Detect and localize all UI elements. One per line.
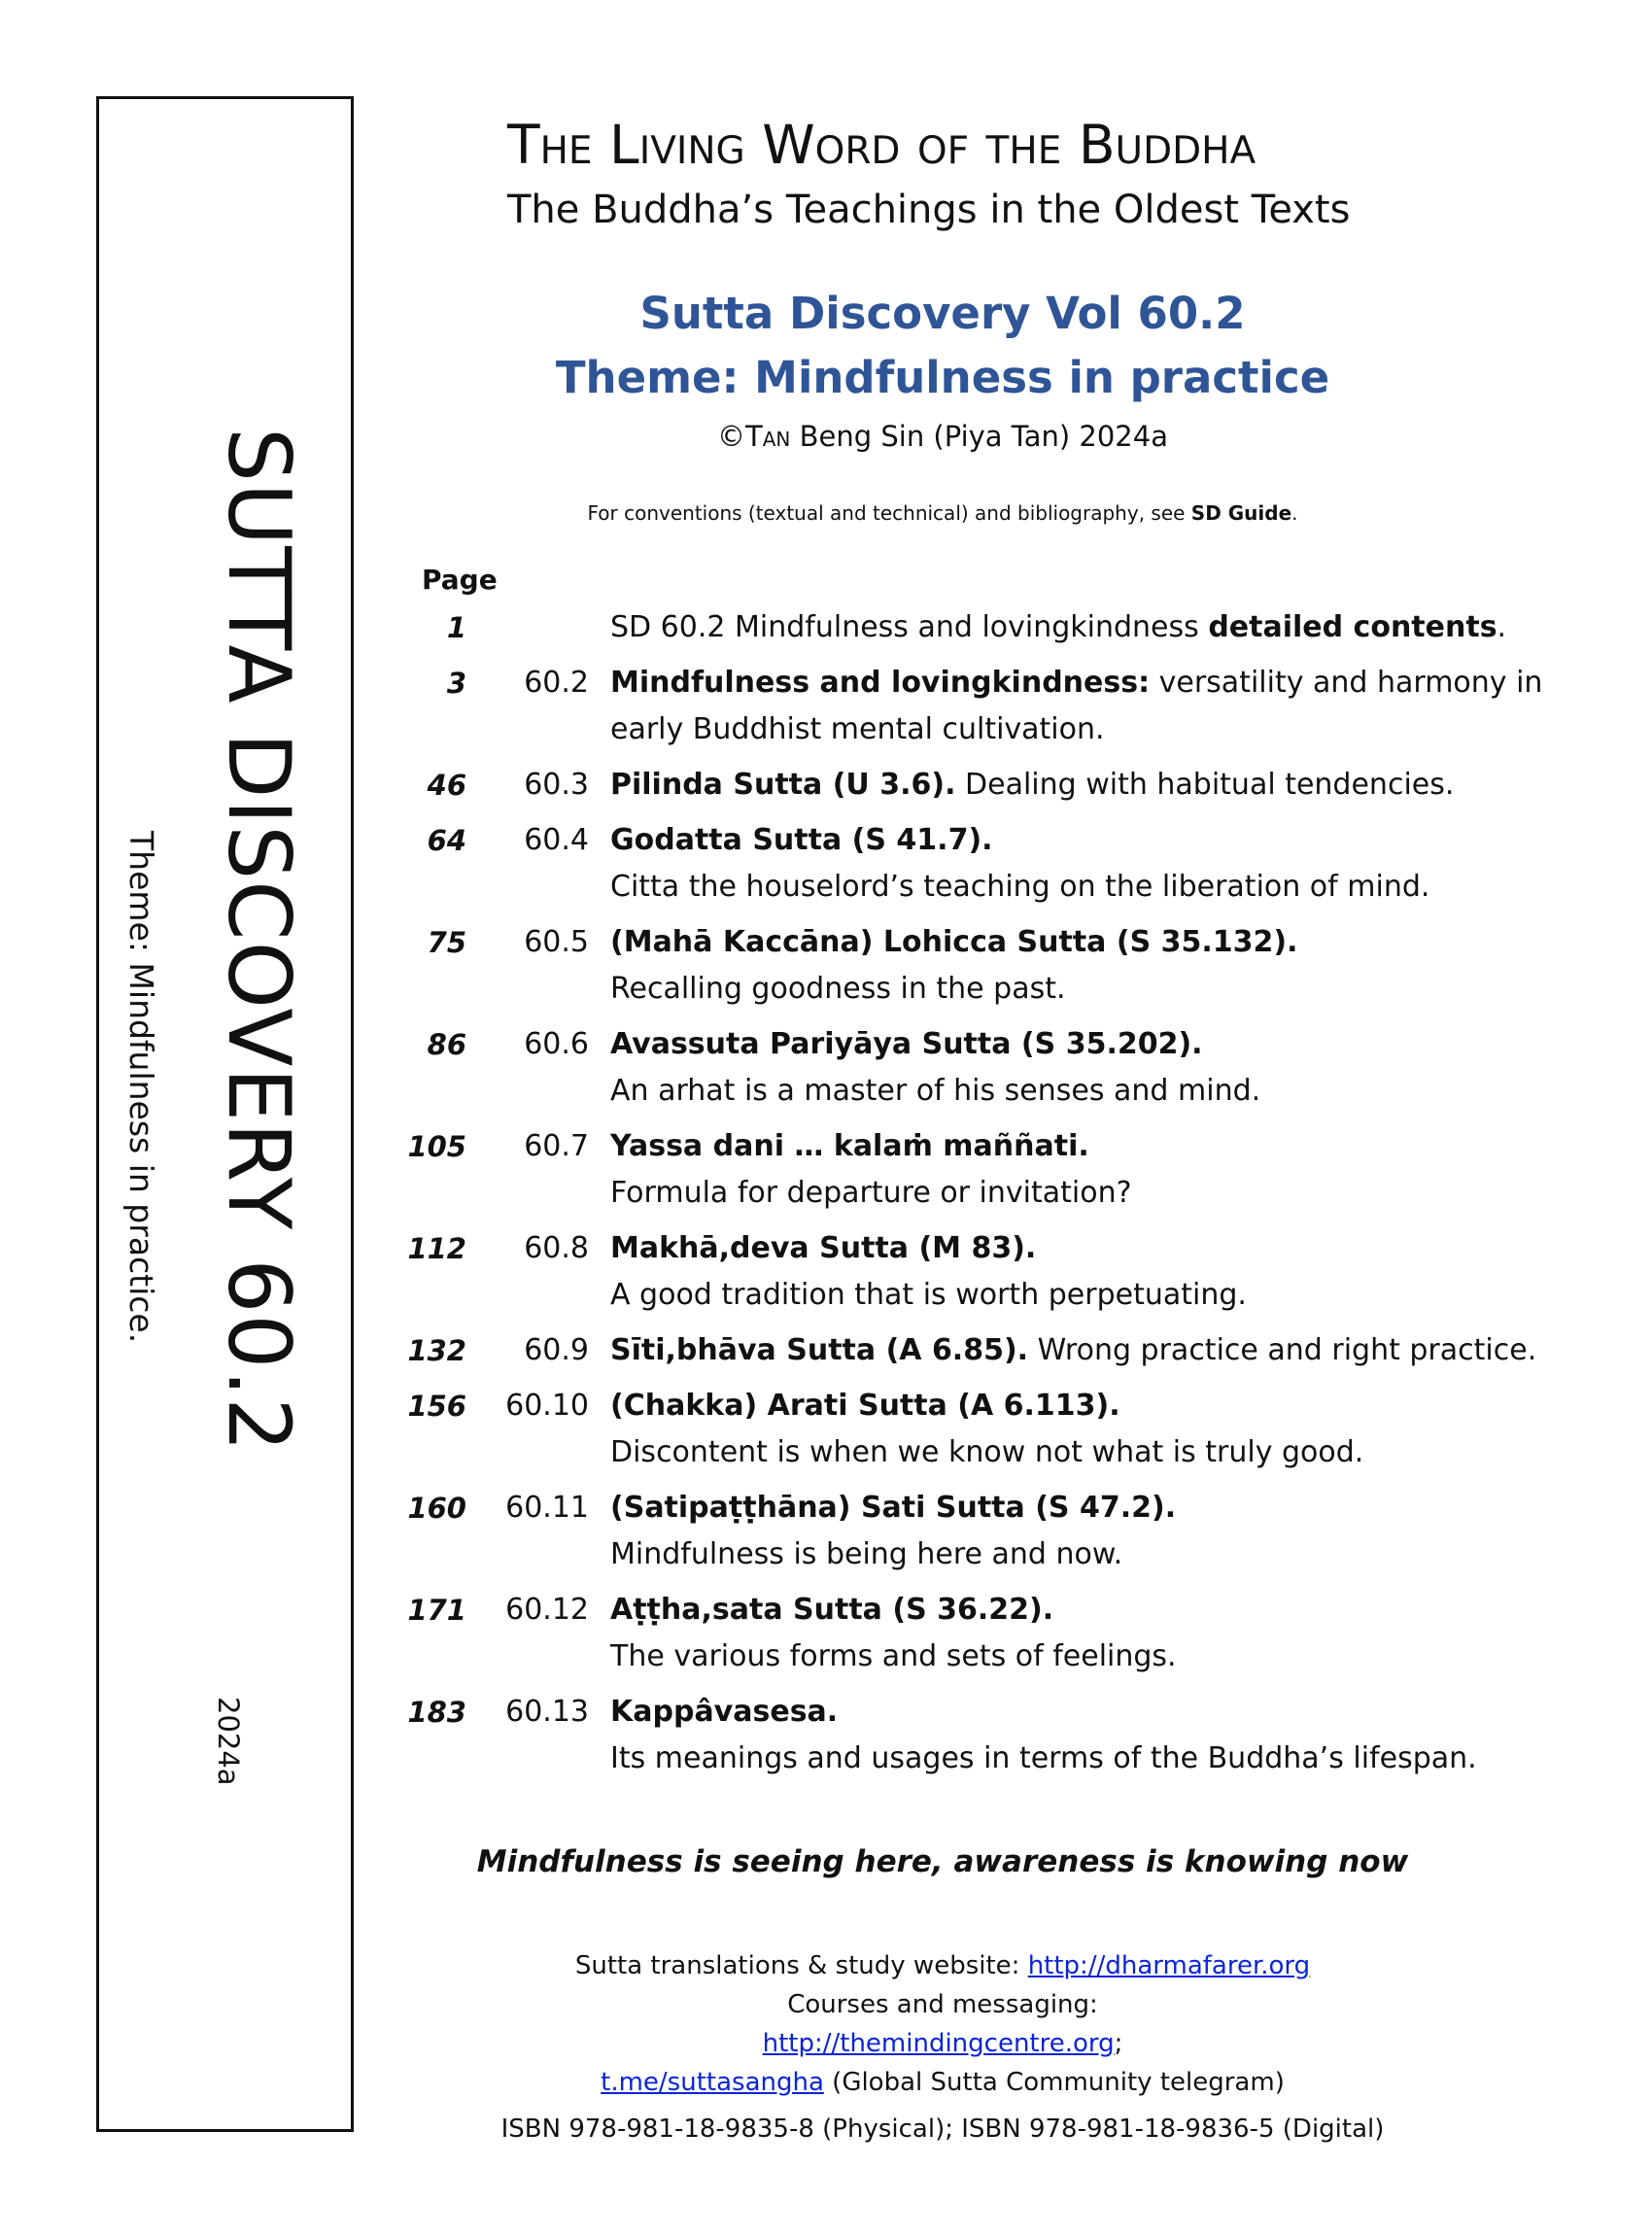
sd-guide-reference: SD Guide bbox=[1190, 501, 1292, 525]
toc-sd-number: 60.13 bbox=[505, 1695, 589, 1729]
toc-entry-description: The various forms and sets of feelings. bbox=[610, 1639, 1177, 1673]
conventions-text: For conventions (textual and technical) and bibliography, see bbox=[587, 501, 1191, 525]
toc-entry-text bbox=[610, 1383, 1582, 1476]
toc-sd-number: 60.11 bbox=[505, 1491, 589, 1525]
toc-entry-title: Mindfulness and lovingkindness: bbox=[610, 666, 1151, 700]
toc-entry-title: (Mahā Kaccāna) Lohicca Sutta (S 35.132). bbox=[610, 925, 1298, 959]
spine-theme: Theme: Mindfulness in practice. bbox=[122, 831, 160, 1344]
toc-entry bbox=[0, 604, 1652, 651]
toc-entry-title: Godatta Sutta (S 41.7). bbox=[610, 823, 993, 857]
toc-entry bbox=[0, 1123, 1652, 1217]
theme-heading: Theme: Mindfulness in practice bbox=[555, 352, 1330, 403]
toc-entry-text bbox=[610, 1689, 1582, 1782]
toc-page-number: 64 bbox=[427, 824, 466, 857]
toc-entry-text bbox=[610, 1123, 1582, 1217]
toc-sd-number: 60.4 bbox=[524, 823, 589, 857]
isbn-line: ISBN 978-981-18-9835-8 (Physical); ISBN 978-981-18-9836-5 (Digital) bbox=[500, 2115, 1385, 2144]
toc-entry-description: A good tradition that is worth perpetuating. bbox=[610, 1278, 1247, 1312]
toc-page-header: Page bbox=[422, 564, 498, 596]
telegram-label: (Global Sutta Community telegram) bbox=[823, 2068, 1285, 2097]
volume-heading: Sutta Discovery Vol 60.2 bbox=[639, 288, 1246, 339]
toc-entry-text bbox=[610, 1021, 1582, 1115]
toc-entry-emphasis: detailed contents bbox=[1208, 610, 1497, 644]
toc-entry-title: Aṭṭha,sata Sutta (S 36.22). bbox=[610, 1593, 1054, 1627]
toc-page-number: 183 bbox=[407, 1696, 466, 1729]
toc-entry-text bbox=[610, 1225, 1582, 1319]
toc-sd-number: 60.9 bbox=[524, 1333, 589, 1367]
book-title: The Living Word of the Buddha bbox=[507, 114, 1256, 176]
toc-sd-number: 60.2 bbox=[524, 666, 589, 700]
copyright-symbol: © bbox=[717, 420, 746, 453]
website-link[interactable]: http://dharmafarer.org bbox=[1027, 1951, 1311, 1980]
toc-entry-title: Yassa dani … kalaṁ maññati. bbox=[610, 1129, 1089, 1163]
spine-title: SUTTA DISCOVERY 60.2 bbox=[209, 428, 309, 1454]
courses-end: ; bbox=[1114, 2029, 1123, 2058]
toc-sd-number: 60.3 bbox=[524, 768, 589, 802]
toc-entry-title: Sīti,bhāva Sutta (A 6.85). bbox=[610, 1333, 1029, 1367]
toc-entry bbox=[0, 919, 1652, 1013]
toc-page-number: 171 bbox=[407, 1594, 466, 1627]
toc-page-number: 86 bbox=[427, 1028, 466, 1061]
toc-entry bbox=[0, 762, 1652, 808]
courses-line bbox=[408, 2029, 1477, 2058]
toc-page-number: 75 bbox=[427, 926, 466, 959]
toc-entry-description: Citta the houselord’s teaching on the liberation of mind. bbox=[610, 870, 1430, 904]
toc-entry-description: An arhat is a master of his senses and mind. bbox=[610, 1074, 1261, 1108]
toc-entry bbox=[0, 1485, 1652, 1578]
toc-entry-text bbox=[610, 1587, 1582, 1680]
website-label: Sutta translations & study website: bbox=[574, 1951, 1028, 1980]
toc-sd-number: 60.5 bbox=[524, 925, 589, 959]
toc-entry bbox=[0, 1327, 1652, 1374]
telegram-line bbox=[408, 2068, 1477, 2097]
toc-entry-description: Discontent is when we know not what is truly good. bbox=[610, 1435, 1364, 1469]
toc-sd-number: 60.12 bbox=[505, 1593, 589, 1627]
toc-entry-text bbox=[610, 1327, 1582, 1374]
toc-sd-number: 60.8 bbox=[524, 1231, 589, 1265]
telegram-link[interactable]: t.me/suttasangha bbox=[601, 2068, 824, 2097]
copyright-surname: Tan bbox=[745, 420, 791, 453]
toc-entry-text bbox=[610, 817, 1582, 911]
toc-entry-title: (Satipaṭṭhāna) Sati Sutta (S 47.2). bbox=[610, 1491, 1177, 1525]
toc-page-number: 105 bbox=[407, 1130, 466, 1163]
toc-entry-text bbox=[610, 1485, 1582, 1578]
toc-entry-description: Wrong practice and right practice. bbox=[1028, 1333, 1537, 1367]
toc-entry bbox=[0, 1383, 1652, 1476]
toc-page-number: 156 bbox=[407, 1390, 466, 1423]
toc-entry-text bbox=[610, 660, 1582, 753]
toc-entry-description: Recalling goodness in the past. bbox=[610, 972, 1066, 1006]
toc-entry-title: Avassuta Pariyāya Sutta (S 35.202). bbox=[610, 1027, 1203, 1061]
toc-entry-text bbox=[610, 604, 1582, 651]
table-of-contents bbox=[0, 604, 1652, 1791]
copyright-rest: Beng Sin (Piya Tan) 2024a bbox=[790, 420, 1168, 453]
toc-entry-description: Its meanings and usages in terms of the Buddha’s lifespan. bbox=[610, 1741, 1477, 1775]
copyright-line bbox=[408, 420, 1477, 453]
courses-link[interactable]: http://themindingcentre.org bbox=[762, 2029, 1115, 2058]
website-line bbox=[408, 1951, 1477, 1980]
toc-entry-description: Formula for departure or invitation? bbox=[610, 1176, 1132, 1210]
courses-label: Courses and messaging: bbox=[787, 1990, 1098, 2019]
toc-entry bbox=[0, 1587, 1652, 1680]
toc-entry-title: Makhā,deva Sutta (M 83). bbox=[610, 1231, 1037, 1265]
toc-entry-title: Kappâvasesa. bbox=[610, 1695, 839, 1729]
conventions-end: . bbox=[1291, 501, 1298, 525]
conventions-note bbox=[408, 501, 1477, 525]
toc-entry bbox=[0, 660, 1652, 753]
toc-sd-number: 60.6 bbox=[524, 1027, 589, 1061]
toc-entry-title: (Chakka) Arati Sutta (A 6.113). bbox=[610, 1389, 1120, 1423]
toc-page-number: 3 bbox=[446, 667, 466, 700]
toc-entry-description: Mindfulness is being here and now. bbox=[610, 1537, 1123, 1571]
toc-sd-number: 60.7 bbox=[524, 1129, 589, 1163]
toc-page-number: 160 bbox=[407, 1492, 466, 1525]
toc-entry-text bbox=[610, 762, 1582, 808]
toc-page-number: 132 bbox=[407, 1334, 466, 1367]
toc-entry bbox=[0, 817, 1652, 911]
book-subtitle: The Buddha’s Teachings in the Oldest Texts bbox=[507, 188, 1351, 232]
toc-entry-text bbox=[610, 919, 1582, 1013]
toc-entry-description: . bbox=[1497, 610, 1507, 644]
toc-entry-description: versatility and harmony in early Buddhist mental cultivation. bbox=[610, 666, 1543, 746]
toc-page-number: 46 bbox=[427, 769, 466, 802]
toc-page-number: 1 bbox=[446, 611, 466, 644]
toc-entry bbox=[0, 1689, 1652, 1782]
toc-entry bbox=[0, 1225, 1652, 1319]
toc-entry-title: Pilinda Sutta (U 3.6). bbox=[610, 768, 956, 802]
toc-entry bbox=[0, 1021, 1652, 1115]
motto: Mindfulness is seeing here, awareness is knowing now bbox=[476, 1844, 1409, 1879]
toc-entry-description: Dealing with habitual tendencies. bbox=[955, 768, 1455, 802]
spine-year: 2024a bbox=[212, 1697, 245, 1786]
toc-page-number: 112 bbox=[407, 1232, 466, 1265]
toc-sd-number: 60.10 bbox=[505, 1389, 589, 1423]
toc-entry-lead: SD 60.2 Mindfulness and lovingkindness bbox=[610, 610, 1209, 644]
